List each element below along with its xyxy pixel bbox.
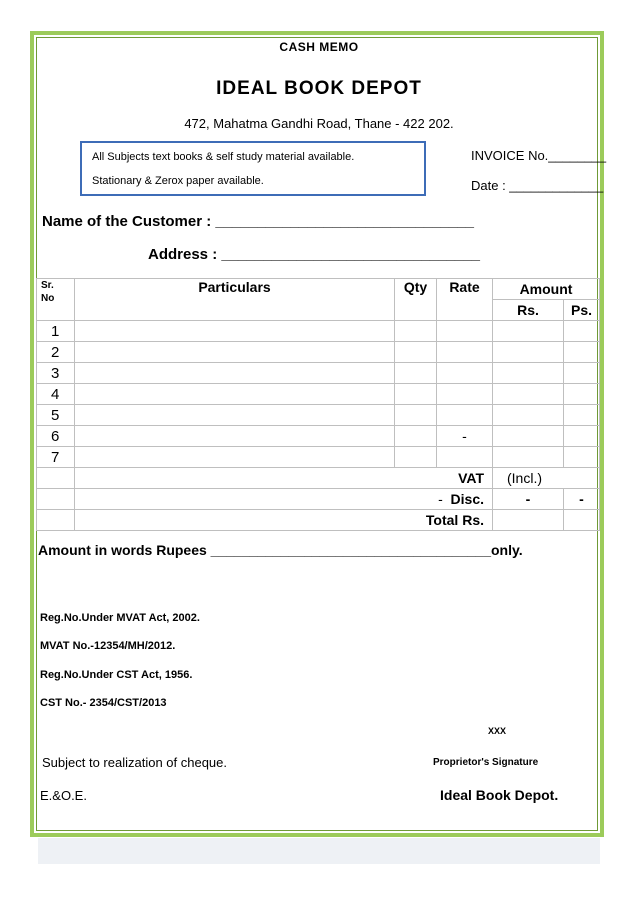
row-rs-cell[interactable] [493,321,564,342]
row-particulars-cell[interactable] [75,384,395,405]
row-particulars-cell[interactable] [75,342,395,363]
row-ps-cell[interactable] [564,447,600,468]
row-ps-cell[interactable] [564,321,600,342]
vat-label: VAT [75,468,493,489]
disc-ps[interactable]: - [564,489,600,510]
row-particulars-cell[interactable] [75,405,395,426]
row-number: 5 [37,405,75,426]
row-ps-cell[interactable] [564,405,600,426]
row-number: 6 [37,426,75,447]
date-field[interactable]: Date : _____________ [471,178,604,193]
row-qty-cell[interactable] [395,426,437,447]
row-ps-cell[interactable] [564,363,600,384]
cash-memo-title: CASH MEMO [279,40,359,54]
row-rate-cell[interactable] [437,342,493,363]
header-ps: Ps. [564,300,600,321]
header-amount: Amount [493,279,600,300]
row-rs-cell[interactable] [493,342,564,363]
row-particulars-cell[interactable] [75,363,395,384]
row-number: 2 [37,342,75,363]
row-ps-cell[interactable] [564,426,600,447]
cst-number: CST No.- 2354/CST/2013 [40,697,167,709]
row-qty-cell[interactable] [395,321,437,342]
shop-address: 472, Mahatma Gandhi Road, Thane - 422 202. [184,116,454,131]
amount-in-words-field[interactable]: Amount in words Rupees ____________________________________only. [38,542,523,558]
disc-prefix: - [438,491,443,507]
signature-mark: XXX [488,726,507,736]
row-ps-cell[interactable] [564,342,600,363]
total-label: Total Rs. [75,510,493,531]
header-qty: Qty [395,279,437,321]
disc-label: Disc. [450,491,484,507]
header-rate: Rate [437,279,493,321]
header-sr-no [37,279,75,321]
total-ps[interactable] [564,510,600,531]
row-qty-cell[interactable] [395,447,437,468]
header-sr: Sr. [41,280,54,291]
row-rs-cell[interactable] [493,447,564,468]
row-particulars-cell[interactable] [75,447,395,468]
customer-address-field[interactable]: Address : _______________________________ [148,246,480,263]
mvat-registration: Reg.No.Under MVAT Act, 2002. [40,612,200,624]
bottom-band [38,838,600,864]
row-rate-cell[interactable] [437,384,493,405]
header-no: No [41,293,55,304]
row-rate-cell[interactable] [437,405,493,426]
row-rate-cell[interactable] [437,363,493,384]
row-particulars-cell[interactable] [75,426,395,447]
notice-box [80,141,426,196]
row-qty-cell[interactable] [395,405,437,426]
header-particulars: Particulars [75,279,395,321]
items-table [36,278,600,531]
invoice-number-field[interactable]: INVOICE No.________ [471,148,607,163]
depot-signoff: Ideal Book Depot. [440,787,559,803]
cst-registration: Reg.No.Under CST Act, 1956. [40,669,193,681]
row-rate-cell[interactable]: - [437,426,493,447]
disc-label-cell [75,489,493,510]
row-rate-cell[interactable] [437,447,493,468]
row-qty-cell[interactable] [395,363,437,384]
header-rs: Rs. [493,300,564,321]
row-number: 3 [37,363,75,384]
row-qty-cell[interactable] [395,342,437,363]
cheque-note: Subject to realization of cheque. [42,755,228,770]
row-ps-cell[interactable] [564,384,600,405]
row-number: 4 [37,384,75,405]
total-rs[interactable] [493,510,564,531]
row-number: 1 [37,321,75,342]
row-rs-cell[interactable] [493,405,564,426]
total-row-sr [37,510,75,531]
vat-value: (Incl.) [493,468,600,489]
shop-name: IDEAL BOOK DEPOT [216,78,422,99]
mvat-number: MVAT No.-12354/MH/2012. [40,640,176,652]
row-rate-cell[interactable] [437,321,493,342]
eoe-note: E.&O.E. [40,788,87,803]
proprietor-signature-label: Proprietor's Signature [433,757,539,768]
disc-row-sr [37,489,75,510]
disc-rs[interactable]: - [493,489,564,510]
row-qty-cell[interactable] [395,384,437,405]
customer-name-field[interactable]: Name of the Customer : _______________________________ [42,213,474,230]
notice-line-1: All Subjects text books & self study material available. [92,151,355,163]
notice-line-2: Stationary & Zerox paper available. [92,175,264,187]
row-rs-cell[interactable] [493,363,564,384]
row-rs-cell[interactable] [493,426,564,447]
vat-row-sr [37,468,75,489]
row-particulars-cell[interactable] [75,321,395,342]
row-rs-cell[interactable] [493,384,564,405]
row-number: 7 [37,447,75,468]
